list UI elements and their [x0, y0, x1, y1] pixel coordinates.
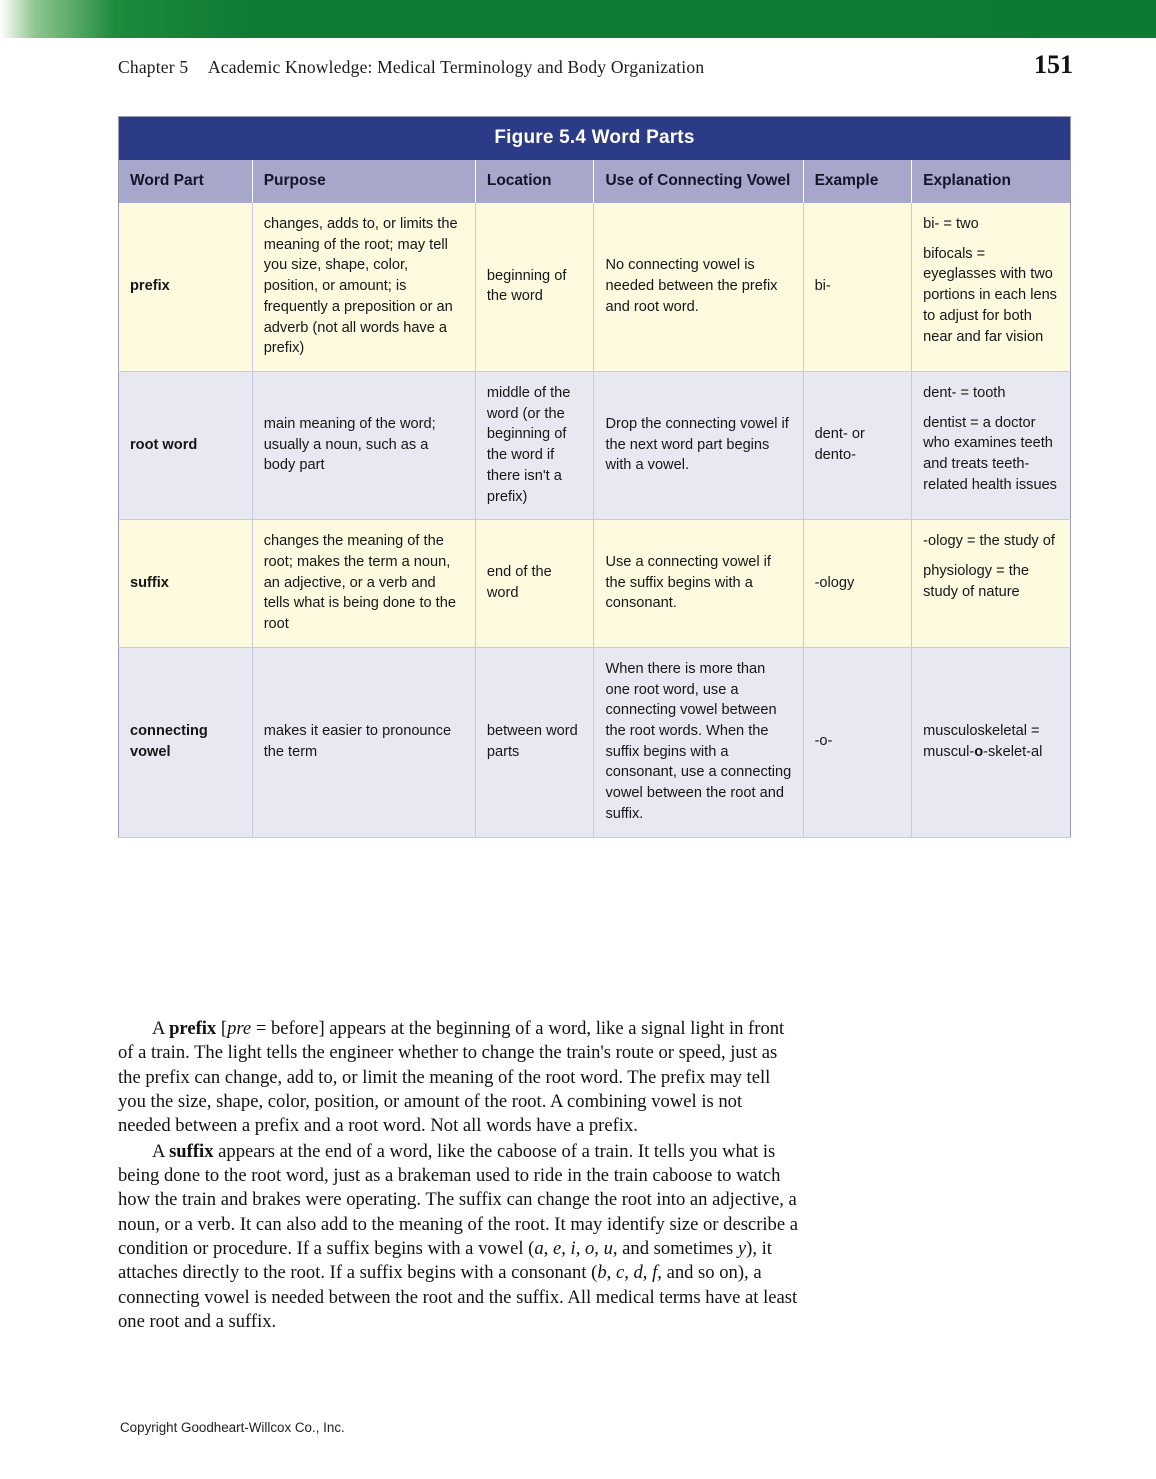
cell-word-part: prefix — [119, 203, 253, 372]
table-row — [119, 647, 1071, 837]
cell-connecting-vowel: Use a connecting vowel if the suffix begins with a consonant. — [594, 520, 803, 648]
explanation-definition: -ology = the study of — [923, 533, 1055, 550]
body-text — [118, 1017, 798, 1334]
figure-title: Figure 5.4 Word Parts — [119, 117, 1071, 161]
word-parts-table — [118, 116, 1071, 838]
chapter-number: Chapter 5 — [118, 57, 189, 77]
cell-example: dent- or dento- — [803, 371, 912, 519]
table-row — [119, 203, 1071, 372]
cell-example: bi- — [803, 203, 912, 372]
cell-connecting-vowel: When there is more than one root word, use a connecting vowel between the root words. When the suffix begins with a consonant, use a connecting vowel between the root and suffix. — [594, 647, 803, 837]
table-header-row — [119, 160, 1071, 203]
column-header-purpose: Purpose — [252, 160, 475, 203]
cell-word-part: suffix — [119, 520, 253, 648]
table-title-row — [119, 117, 1071, 161]
explanation-definition: bi- = two — [923, 215, 979, 232]
copyright-notice: Copyright Goodheart-Willcox Co., Inc. — [120, 1420, 345, 1435]
cell-example: -ology — [803, 520, 912, 648]
paragraph-prefix: A prefix [pre = before] appears at the beginning of a word, like a signal light in front of a train. The light tells the engineer whether to change the train's route or speed, just as the prefix can change, add to, or limit the meaning of the root word. The prefix may tell you the size, shape, color, position, or amount of the root. A combining vowel is not needed between a prefix and a root word. Not all words have a prefix. — [118, 1018, 785, 1137]
table-row — [119, 371, 1071, 519]
page-top-banner — [0, 0, 1156, 38]
cell-explanation — [912, 203, 1071, 372]
cell-location: beginning of the word — [475, 203, 594, 372]
cell-purpose: changes, adds to, or limits the meaning of the root; may tell you size, shape, color, position, or amount; is frequently a preposition or an adverb (not all words have a prefix) — [252, 203, 475, 372]
table-row — [119, 520, 1071, 648]
cell-explanation — [912, 647, 1071, 837]
explanation-definition: musculoskeletal = muscul-o-skelet-al — [923, 723, 1043, 760]
column-header-explanation: Explanation — [912, 160, 1071, 203]
cell-location: between word parts — [475, 647, 594, 837]
cell-word-part: connecting vowel — [119, 647, 253, 837]
paragraph-suffix: A suffix appears at the end of a word, like the caboose of a train. It tells you what is being done to the root word, just as a brakeman used to ride in the train caboose to watch how the train and brakes were operating. The suffix can change the root into an adjective, a noun, or a verb. It can also add to the meaning of the root. It may identify size or describe a condition or procedure. If a suffix begins with a vowel (a, e, i, o, u, and sometimes y), it attaches directly to the root. If a suffix begins with a consonant (b, c, d, f, and so on), a connecting vowel is needed between the root and the suffix. All medical terms have at least one root and a suffix. — [118, 1140, 798, 1333]
page-header — [118, 50, 1073, 80]
cell-explanation — [912, 371, 1071, 519]
cell-purpose: makes it easier to pronounce the term — [252, 647, 475, 837]
chapter-title: Academic Knowledge: Medical Terminology and Body Organization — [207, 57, 705, 77]
cell-connecting-vowel: No connecting vowel is needed between the prefix and root word. — [594, 203, 803, 372]
page-number: 151 — [1034, 50, 1073, 79]
explanation-definition: dent- = tooth — [923, 384, 1006, 401]
cell-example: -o- — [803, 647, 912, 837]
column-header-connecting-vowel: Use of Connecting Vowel — [594, 160, 803, 203]
cell-connecting-vowel: Drop the connecting vowel if the next word part begins with a vowel. — [594, 371, 803, 519]
column-header-example: Example — [803, 160, 912, 203]
chapter-breadcrumb — [118, 57, 704, 78]
explanation-example: bifocals = eyeglasses with two portions in each lens to adjust for both near and far vision — [923, 245, 1057, 345]
explanation-example: dentist = a doctor who examines teeth and treats teeth-related health issues — [923, 414, 1057, 493]
cell-purpose: changes the meaning of the root; makes the term a noun, an adjective, or a verb and tells what is being done to the root — [252, 520, 475, 648]
column-header-word-part: Word Part — [119, 160, 253, 203]
cell-word-part: root word — [119, 371, 253, 519]
cell-location: end of the word — [475, 520, 594, 648]
cell-purpose: main meaning of the word; usually a noun, such as a body part — [252, 371, 475, 519]
cell-explanation — [912, 520, 1071, 648]
explanation-example: physiology = the study of nature — [923, 562, 1030, 600]
column-header-location: Location — [475, 160, 594, 203]
cell-location: middle of the word (or the beginning of the word if there isn't a prefix) — [475, 371, 594, 519]
